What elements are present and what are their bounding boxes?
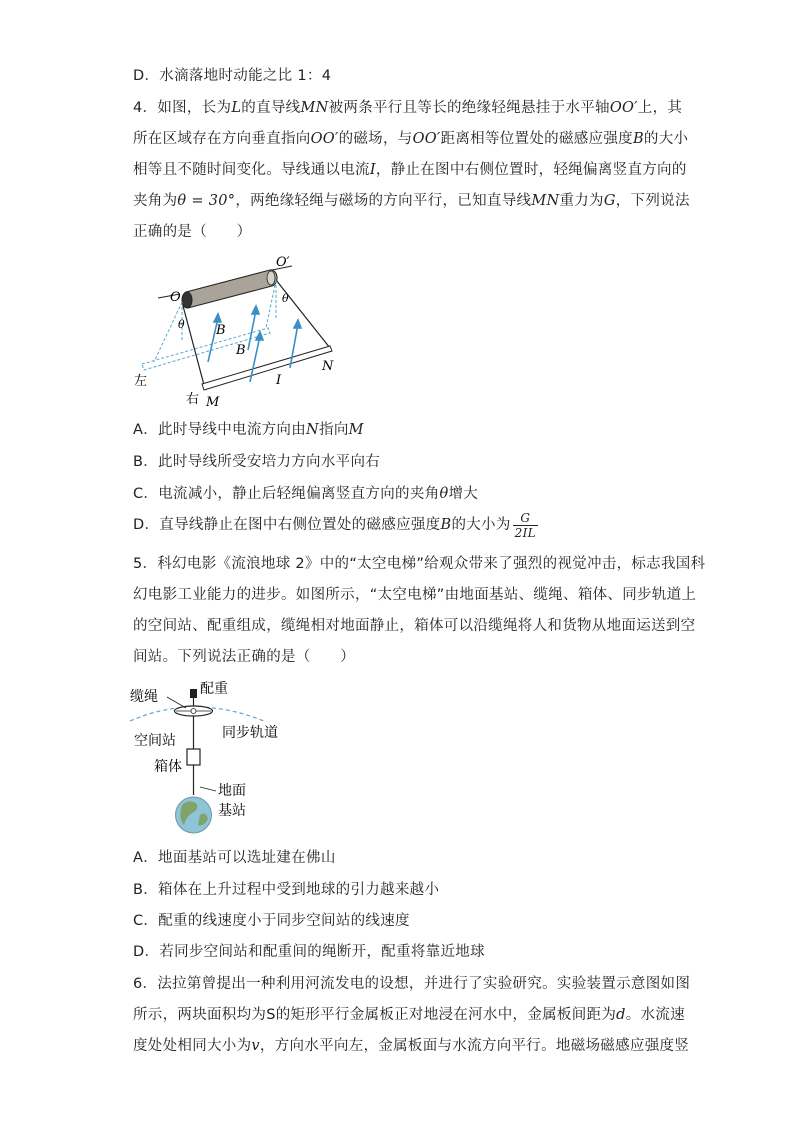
- rod-end-right: [267, 271, 275, 285]
- q4-stem-line-4: 夹角为θ = 30°，两绝缘轻绳与磁场的方向平行，已知直导线MN重力为G，下列说法: [133, 193, 690, 209]
- q4-stem-line-3: 相等且不随时间变化。导线通以电流I，静止在图中右侧位置时，轻绳偏离竖直方向的: [133, 162, 687, 178]
- label-i: I: [276, 373, 282, 388]
- label-b2: B: [236, 343, 246, 358]
- label-orbit: 同步轨道: [222, 725, 278, 741]
- label-ground-1: 地面: [218, 783, 246, 799]
- label-o: O: [170, 290, 181, 305]
- label-right: 右: [186, 392, 200, 407]
- q5-stem-line-1: 5．科幻电影《流浪地球 2》中的“太空电梯”给观众带来了强烈的视觉冲击，标志我国科: [133, 556, 706, 572]
- q5-stem-line-2: 幻电影工业能力的进步。如图所示，“太空电梯”由地面基站、缆绳、箱体、同步轨道上: [133, 587, 697, 603]
- q4-stem-line-2: 所在区域存在方向垂直指向OO′的磁场，与OO′距离相等位置处的磁感应强度B的大小: [133, 131, 689, 147]
- q5-option-b: B．箱体在上升过程中受到地球的引力越来越小: [133, 882, 440, 898]
- q5-figure: [130, 675, 310, 840]
- q5-option-d: D．若同步空间站和配重间的绳断开，配重将靠近地球: [133, 944, 485, 960]
- q4-option-b: B．此时导线所受安培力方向水平向右: [133, 454, 381, 470]
- q4-option-c: C．电流减小，静止后轻绳偏离竖直方向的夹角θ增大: [133, 486, 479, 502]
- q6-stem-line-2: 所示，两块面积均为S的矩形平行金属板正对地浸在河水中，金属板间距为d。水流速: [133, 1007, 685, 1023]
- label-b1: B: [216, 323, 226, 338]
- label-box: 箱体: [154, 759, 182, 775]
- label-theta-right: θ: [282, 292, 289, 305]
- elevator-box: [187, 749, 200, 765]
- fraction-g-over-2il: $\frac{G}{2IL}$: [514, 510, 536, 540]
- q6-stem-line-3: 度处处相同大小为v，方向水平向左，金属板面与水流方向平行。地磁场磁感应强度竖: [133, 1038, 690, 1054]
- counterweight-block: [190, 689, 197, 698]
- q5-stem-line-4: 间站。下列说法正确的是（ ）: [133, 649, 355, 665]
- q4-stem-line-5: 正确的是（ ）: [133, 224, 252, 240]
- label-station: 空间站: [134, 733, 176, 749]
- label-o-prime: O′: [276, 255, 290, 270]
- q4-stem-line-1: 4．如图，长为L的直导线MN被两条平行且等长的绝缘轻绳悬挂于水平轴OO′上，其: [133, 100, 683, 116]
- q5-option-a: A．地面基站可以选址建在佛山: [133, 850, 336, 866]
- rope-left-solid: [182, 302, 204, 385]
- label-m: M: [206, 395, 220, 410]
- label-counterweight: 配重: [200, 681, 228, 697]
- q3-option-d: D．水滴落地时动能之比 1：4: [133, 68, 332, 84]
- label-ground-2: 基站: [218, 803, 246, 819]
- q4-option-d: D．直导线静止在图中右侧位置处的磁感应强度B的大小为 $\frac{G}{2IL}$: [133, 510, 536, 540]
- q4-figure: [130, 250, 350, 410]
- rope-right-solid: [276, 280, 330, 348]
- label-left: 左: [134, 374, 148, 389]
- label-cable: 缆绳: [130, 689, 158, 705]
- wire-mn: [202, 346, 332, 390]
- label-n: N: [322, 359, 334, 374]
- horizontal-rod: [186, 270, 277, 308]
- q6-stem-line-1: 6．法拉第曾提出一种利用河流发电的设想，并进行了实验研究。实验装置示意图如图: [133, 976, 691, 992]
- q4-option-a: A．此时导线中电流方向由N指向M: [133, 422, 364, 438]
- q5-option-c: C．配重的线速度小于同步空间站的线速度: [133, 913, 410, 929]
- rope-left-dashed: [154, 302, 182, 362]
- q5-stem-line-3: 的空间站、配重组成，缆绳相对地面静止，箱体可以沿缆绳将人和货物从地面运送到空: [133, 618, 696, 634]
- label-theta-left: θ: [178, 318, 185, 331]
